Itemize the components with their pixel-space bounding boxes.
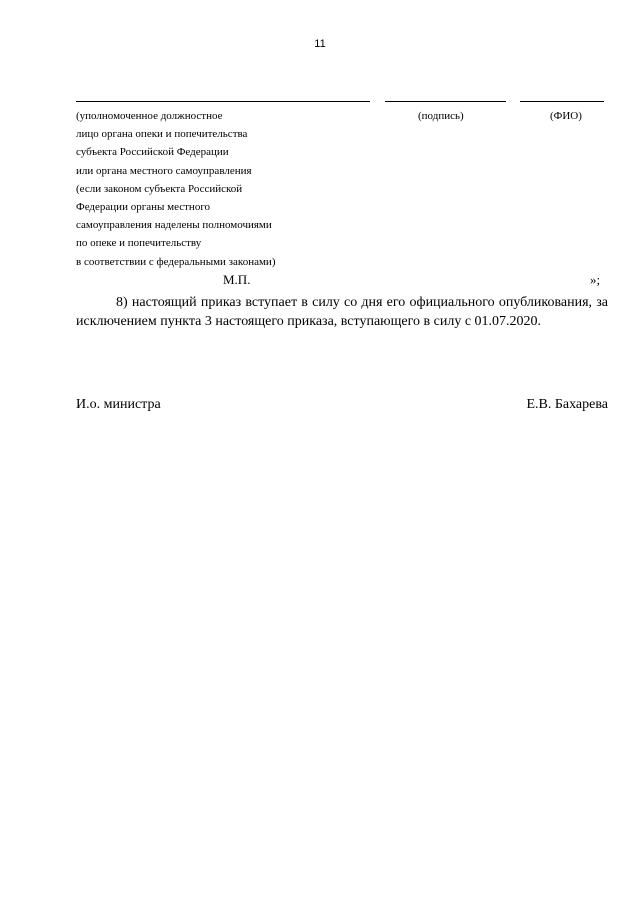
- official-caption-line: самоуправления наделены полномочиями: [76, 219, 272, 232]
- full-name-caption: (ФИО): [550, 110, 582, 122]
- page-number: 11: [314, 38, 326, 50]
- official-caption-line: по опеке и попечительству: [76, 237, 202, 250]
- paragraph-8: 8) настоящий приказ вступает в силу со дня его официального опубликования, за исключением пункта 3 настоящего приказа, вступающего в силу с 01.07.2020.: [76, 295, 608, 329]
- signer-name: Е.В. Бахарева: [526, 397, 608, 412]
- official-caption-line: субъекта Российской Федерации: [76, 146, 229, 159]
- official-caption-line: в соответствии с федеральными законами): [76, 255, 276, 268]
- closing-quote: »;: [590, 272, 601, 287]
- official-caption-line: (если законом субъекта Российской: [76, 182, 243, 195]
- full-name-line: [520, 101, 604, 102]
- signature-line: [385, 101, 506, 102]
- stamp-placeholder: М.П.: [223, 272, 251, 287]
- official-caption-line: или органа местного самоуправления: [76, 164, 252, 177]
- signer-position: И.о. министра: [76, 397, 161, 412]
- official-signature-line: [76, 101, 370, 102]
- official-caption: [76, 107, 376, 271]
- official-caption-line: (уполномоченное должностное: [76, 110, 223, 122]
- official-caption-line: Федерации органы местного: [76, 201, 211, 214]
- signature-caption: (подпись): [418, 110, 464, 122]
- official-caption-line: лицо органа опеки и попечительства: [76, 128, 248, 141]
